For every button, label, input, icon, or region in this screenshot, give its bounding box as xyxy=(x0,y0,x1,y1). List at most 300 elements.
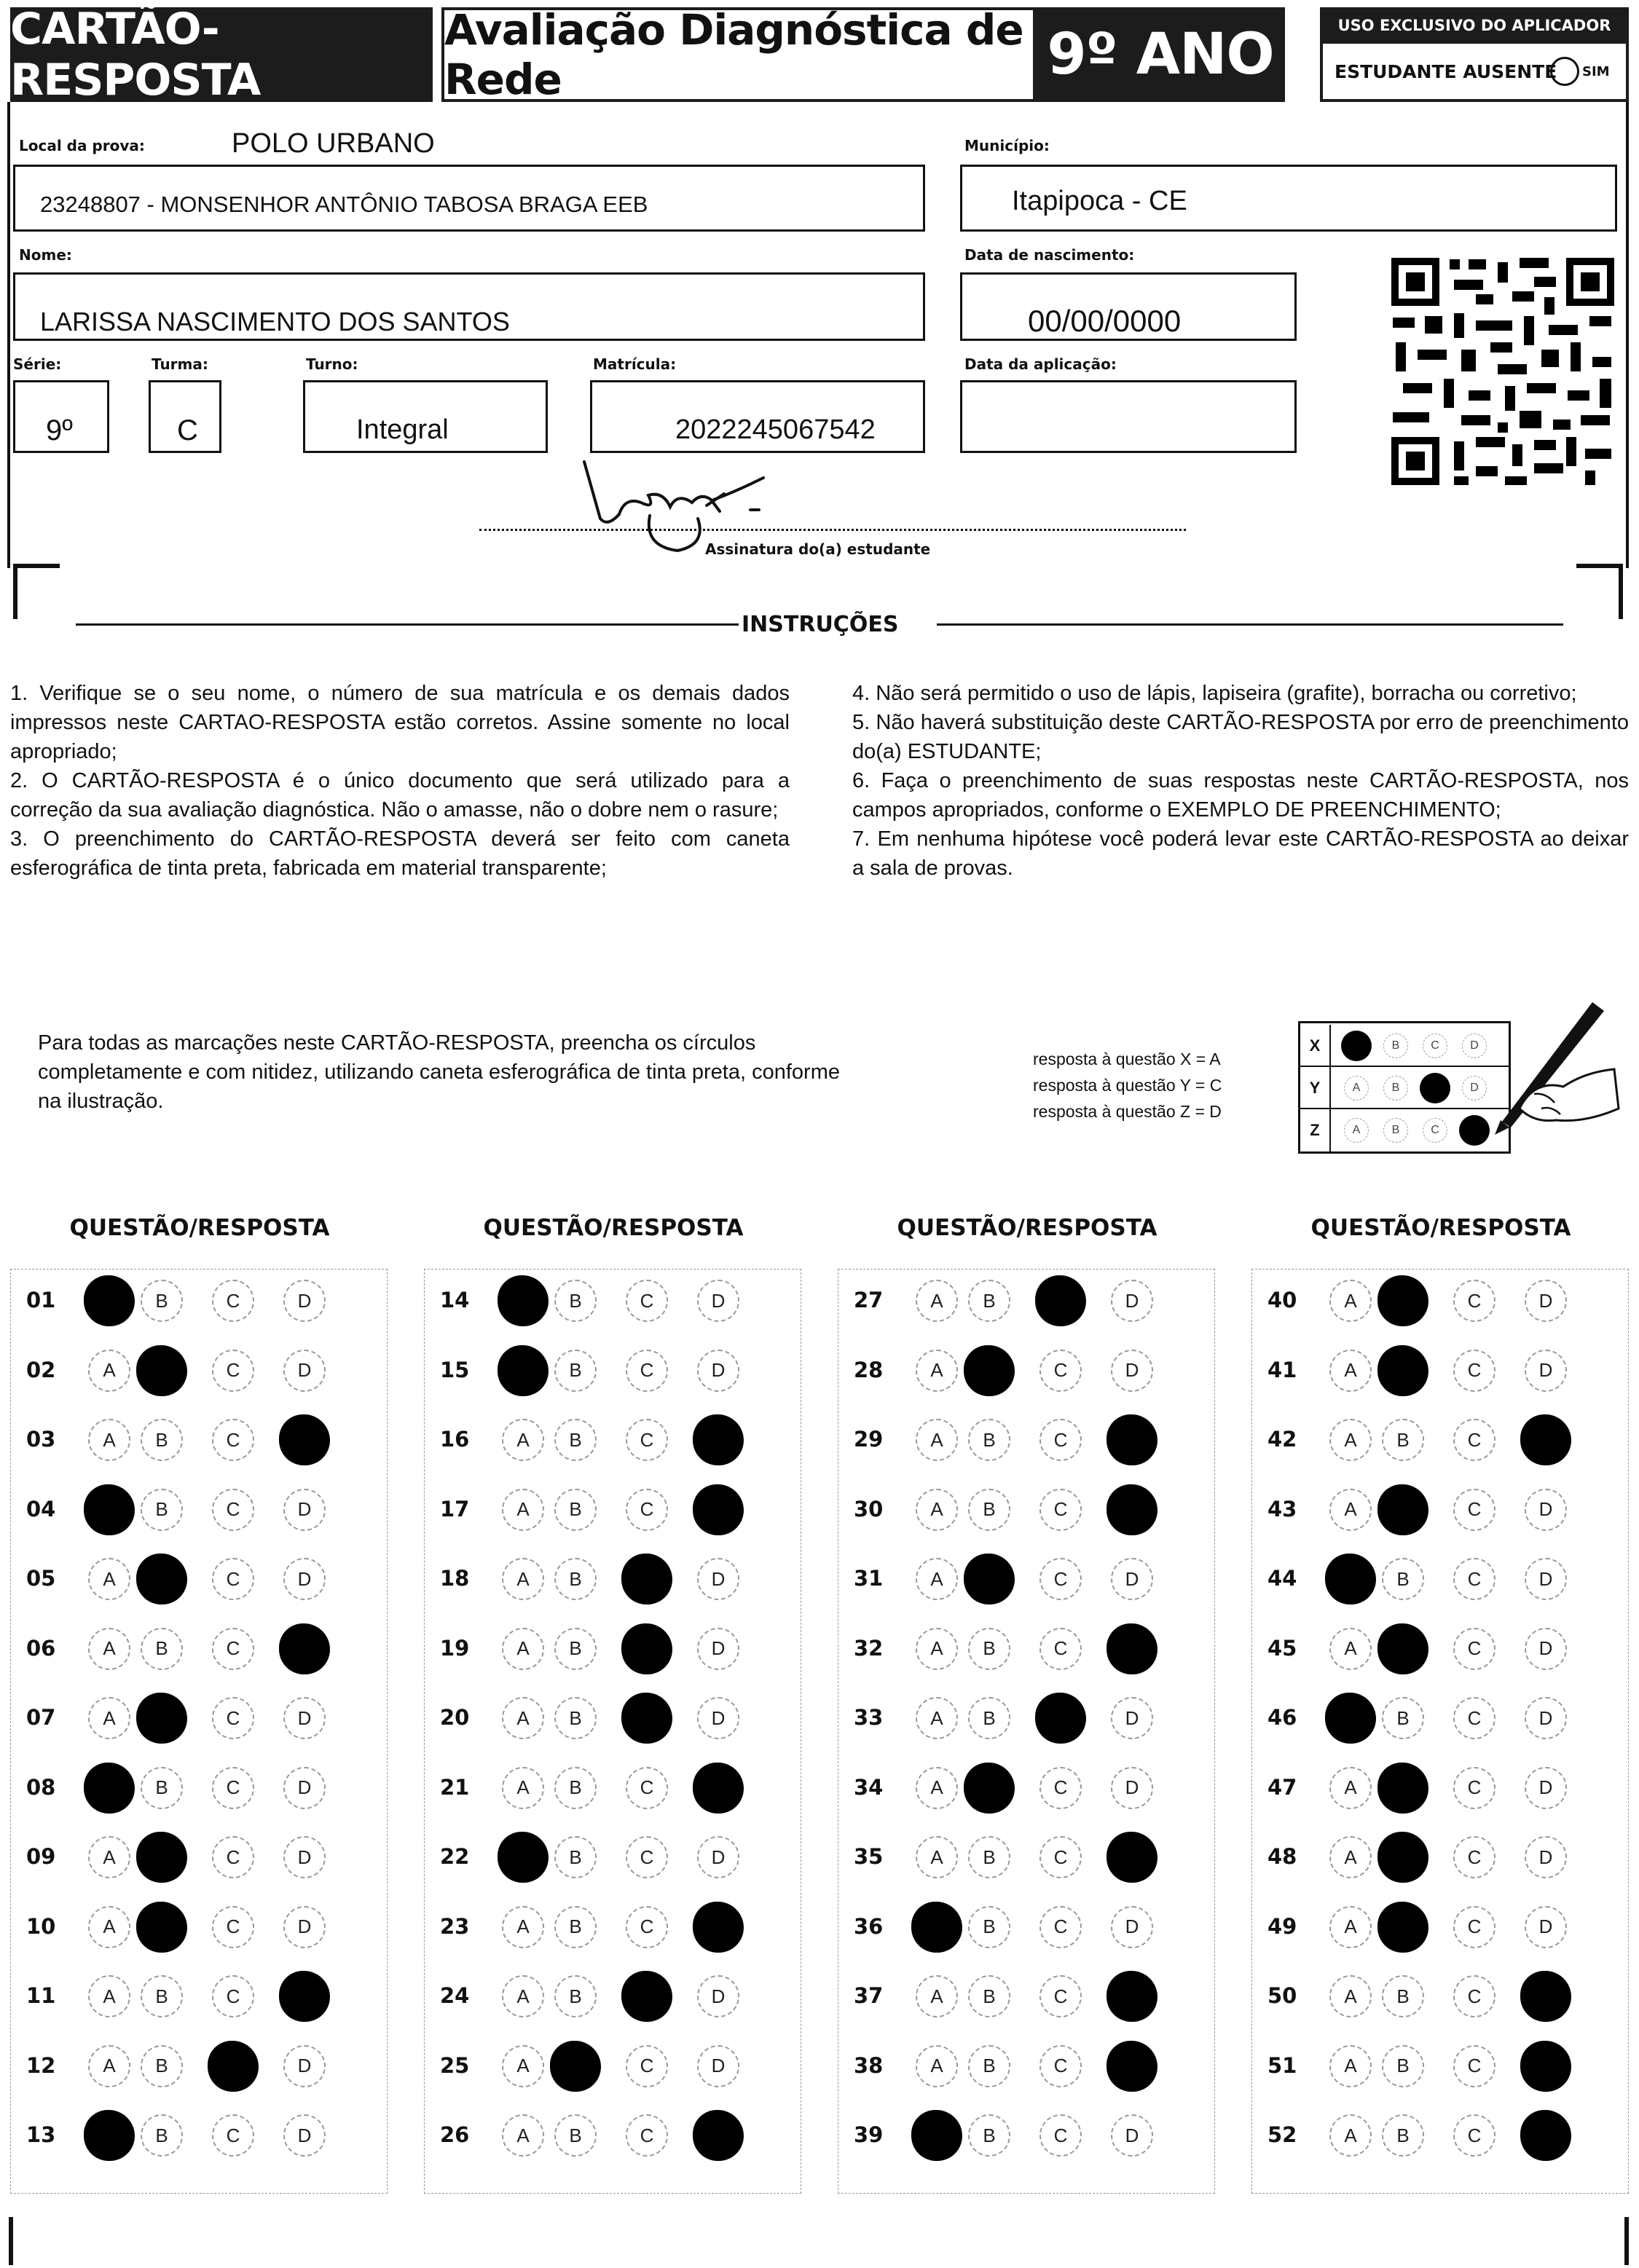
answer-bubble-c[interactable] xyxy=(1039,2045,1082,2087)
answer-bubble-d[interactable] xyxy=(1525,1350,1567,1392)
answer-bubble-c[interactable] xyxy=(626,1350,668,1392)
answer-bubble-a[interactable] xyxy=(502,1489,544,1531)
question-number: 11 xyxy=(26,1983,56,2008)
answer-bubble-d[interactable] xyxy=(283,2045,326,2087)
answer-bubble-a-marked[interactable] xyxy=(498,1345,549,1396)
answer-bubble-b[interactable] xyxy=(554,1975,597,2017)
bubble-letter: B xyxy=(983,1428,996,1451)
bubble-letter: C xyxy=(1053,1498,1068,1520)
answer-bubble-a-marked[interactable] xyxy=(498,1832,549,1883)
answer-bubble-a[interactable] xyxy=(916,1419,958,1461)
answer-bubble-c[interactable] xyxy=(1453,1489,1495,1531)
answer-bubble-d[interactable] xyxy=(283,1350,326,1392)
answer-bubble-a[interactable] xyxy=(916,2045,958,2087)
answer-bubble-c[interactable] xyxy=(212,2114,254,2157)
answer-column-3 xyxy=(838,1269,1215,2194)
bubble-letter: B xyxy=(1396,2055,1410,2076)
answer-bubble-c[interactable] xyxy=(626,2045,668,2087)
answer-bubble-c[interactable] xyxy=(212,1767,254,1809)
answer-bubble-a[interactable] xyxy=(502,1558,544,1600)
bubble-letter: C xyxy=(1053,1915,1068,1937)
answer-bubble-c[interactable] xyxy=(1453,1836,1495,1878)
bubble-letter: C xyxy=(1053,1846,1068,1868)
question-number: 37 xyxy=(854,1983,884,2008)
answer-bubble-a[interactable] xyxy=(502,1697,544,1739)
answer-bubble-c[interactable] xyxy=(1453,1419,1495,1461)
answer-bubble-a[interactable] xyxy=(916,1628,958,1670)
answer-bubble-c[interactable] xyxy=(1039,1489,1082,1531)
answer-bubble-c[interactable] xyxy=(626,1280,668,1322)
instructions-title: INSTRUÇÕES xyxy=(742,612,899,637)
bubble-letter: C xyxy=(1467,1985,1482,2007)
bubble-letter: B xyxy=(155,2055,168,2076)
answer-bubble-a[interactable] xyxy=(88,1558,130,1600)
answer-bubble-c[interactable] xyxy=(212,1558,254,1600)
answer-bubble-d[interactable] xyxy=(1525,1489,1567,1531)
answer-bubble-d-marked[interactable] xyxy=(693,1763,744,1814)
bubble-letter: C xyxy=(1467,1706,1482,1729)
absent-checkbox[interactable] xyxy=(1550,57,1579,86)
answer-bubble-a-marked[interactable] xyxy=(84,2110,135,2161)
answer-bubble-c[interactable] xyxy=(626,1419,668,1461)
answer-bubble-b-marked[interactable] xyxy=(964,1345,1015,1396)
answer-bubble-a[interactable] xyxy=(1329,2045,1372,2087)
bubble-letter: D xyxy=(1125,1915,1139,1937)
answer-bubble-d-marked[interactable] xyxy=(1520,2110,1571,2161)
answer-bubble-d-marked[interactable] xyxy=(1107,1832,1157,1883)
answer-bubble-d[interactable] xyxy=(697,1280,739,1322)
answer-bubble-d[interactable] xyxy=(1525,1558,1567,1600)
example-question-label: X xyxy=(1300,1025,1331,1067)
answer-bubble-b-marked[interactable] xyxy=(1377,1623,1428,1674)
answer-bubble-c[interactable] xyxy=(1039,1906,1082,1948)
answer-bubble-b-marked[interactable] xyxy=(550,2041,601,2092)
answer-bubble-b[interactable] xyxy=(554,1350,597,1392)
answer-bubble-b[interactable] xyxy=(141,1489,183,1531)
answer-bubble-b[interactable] xyxy=(1382,2045,1424,2087)
answer-bubble-d[interactable] xyxy=(283,1836,326,1878)
bubble-letter: C xyxy=(1053,1637,1068,1659)
answer-bubble-a[interactable] xyxy=(916,1558,958,1600)
answer-bubble-b[interactable] xyxy=(968,2114,1010,2157)
answer-bubble-b[interactable] xyxy=(1382,1975,1424,2017)
answer-bubble-d[interactable] xyxy=(1111,1558,1153,1600)
bubble-letter: A xyxy=(1344,1985,1357,2007)
answer-bubble-b[interactable] xyxy=(554,1906,597,1948)
answer-bubble-a-marked[interactable] xyxy=(84,1763,135,1814)
question-number: 19 xyxy=(440,1635,470,1661)
bubble-letter: B xyxy=(569,1776,582,1798)
question-number: 13 xyxy=(26,2122,56,2147)
answer-bubble-a[interactable] xyxy=(502,1767,544,1809)
answer-bubble-d[interactable] xyxy=(1525,1280,1567,1322)
answer-bubble-b[interactable] xyxy=(968,1489,1010,1531)
answer-bubble-d[interactable] xyxy=(283,1280,326,1322)
bubble-letter: A xyxy=(930,1776,943,1798)
answer-bubble-c[interactable] xyxy=(212,1836,254,1878)
answer-bubble-a[interactable] xyxy=(502,1628,544,1670)
serie-field xyxy=(13,380,109,453)
bubble-letter: B xyxy=(983,2055,996,2076)
answer-bubble-d[interactable] xyxy=(283,1558,326,1600)
answer-bubble-b[interactable] xyxy=(141,1767,183,1809)
answer-bubble-c-marked[interactable] xyxy=(621,1623,672,1674)
answer-bubble-b[interactable] xyxy=(141,1419,183,1461)
answer-bubble-d[interactable] xyxy=(1525,1767,1567,1809)
answer-bubble-c[interactable] xyxy=(1453,1975,1495,2017)
example-bubble-d: D xyxy=(1462,1076,1487,1100)
bubble-letter: D xyxy=(1538,1846,1553,1868)
answer-bubble-b-marked[interactable] xyxy=(1377,1902,1428,1953)
fill-instruction: Para todas as marcações neste CARTÃO-RESPOSTA, preencha os círculos completamente e com nitidez, utilizando caneta esferográfica de tinta preta, conforme na ilustração. xyxy=(38,1031,840,1113)
answer-bubble-a[interactable] xyxy=(1329,1350,1372,1392)
answer-bubble-d[interactable] xyxy=(1525,1697,1567,1739)
answer-bubble-c[interactable] xyxy=(212,1906,254,1948)
answer-bubble-b[interactable] xyxy=(968,1628,1010,1670)
answer-bubble-a[interactable] xyxy=(88,1975,130,2017)
answer-bubble-a[interactable] xyxy=(916,1280,958,1322)
answer-bubble-c[interactable] xyxy=(212,1489,254,1531)
answer-bubble-a-marked[interactable] xyxy=(911,1902,962,1953)
answer-bubble-a[interactable] xyxy=(916,1697,958,1739)
answer-bubble-d[interactable] xyxy=(697,2045,739,2087)
answer-bubble-c[interactable] xyxy=(1039,1350,1082,1392)
answer-bubble-a[interactable] xyxy=(1329,1628,1372,1670)
answer-bubble-c[interactable] xyxy=(1039,1836,1082,1878)
question-number: 43 xyxy=(1267,1496,1297,1521)
answer-bubble-d-marked[interactable] xyxy=(1520,1971,1571,2022)
bubble-letter: B xyxy=(983,1985,996,2007)
answer-bubble-a[interactable] xyxy=(502,1906,544,1948)
bubble-letter: A xyxy=(1344,2124,1357,2146)
question-number: 01 xyxy=(26,1288,56,1312)
answer-bubble-a[interactable] xyxy=(88,1697,130,1739)
answer-bubble-c[interactable] xyxy=(1453,2114,1495,2157)
bubble-letter: D xyxy=(297,1915,312,1937)
exam-title-text: Avaliação Diagnóstica de Rede xyxy=(444,5,1023,104)
answer-bubble-d[interactable] xyxy=(283,1697,326,1739)
bubble-letter: A xyxy=(103,1567,116,1590)
answer-bubble-a[interactable] xyxy=(916,1767,958,1809)
answer-bubble-a[interactable] xyxy=(1329,1419,1372,1461)
question-number: 31 xyxy=(854,1566,884,1591)
bubble-letter: B xyxy=(155,1776,168,1798)
answer-bubble-a[interactable] xyxy=(502,2114,544,2157)
answer-bubble-c-marked[interactable] xyxy=(1035,1275,1086,1326)
question-number: 34 xyxy=(854,1774,884,1800)
question-number: 35 xyxy=(854,1844,884,1869)
answer-bubble-c[interactable] xyxy=(212,1419,254,1461)
bubble-letter: D xyxy=(711,1706,726,1729)
answer-bubble-a[interactable] xyxy=(502,1419,544,1461)
answer-bubble-b[interactable] xyxy=(554,1419,597,1461)
answer-bubble-d[interactable] xyxy=(697,1558,739,1600)
answer-bubble-b[interactable] xyxy=(554,1280,597,1322)
bubble-letter: A xyxy=(516,1706,530,1729)
answer-bubble-b[interactable] xyxy=(141,1628,183,1670)
answer-bubble-d[interactable] xyxy=(1525,1836,1567,1878)
answer-bubble-a[interactable] xyxy=(88,1419,130,1461)
answer-bubble-d-marked[interactable] xyxy=(1107,1484,1157,1535)
answer-bubble-b-marked[interactable] xyxy=(136,1902,187,1953)
card-title-text: CARTÃO-RESPOSTA xyxy=(10,4,261,106)
answer-bubble-d[interactable] xyxy=(697,1975,739,2017)
answer-bubble-a-marked[interactable] xyxy=(84,1275,135,1326)
answer-bubble-b[interactable] xyxy=(554,1628,597,1670)
answer-bubble-a[interactable] xyxy=(502,1975,544,2017)
question-number: 15 xyxy=(440,1357,470,1382)
answer-bubble-c-marked[interactable] xyxy=(208,2041,259,2092)
answer-bubble-c-marked[interactable] xyxy=(1035,1693,1086,1744)
answer-bubble-b[interactable] xyxy=(554,1697,597,1739)
answer-bubble-c-marked[interactable] xyxy=(621,1554,672,1604)
answer-bubble-b-marked[interactable] xyxy=(1377,1763,1428,1814)
bubble-letter: D xyxy=(1538,1567,1553,1590)
answer-bubble-c[interactable] xyxy=(212,1697,254,1739)
answer-bubble-c[interactable] xyxy=(1039,1419,1082,1461)
bubble-letter: B xyxy=(155,1428,168,1451)
answer-bubble-d-marked[interactable] xyxy=(1520,2041,1571,2092)
answer-bubble-c-marked[interactable] xyxy=(621,1693,672,1744)
answer-bubble-d-marked[interactable] xyxy=(279,1414,330,1465)
answer-bubble-d[interactable] xyxy=(1111,1280,1153,1322)
answer-bubble-a-marked[interactable] xyxy=(498,1275,549,1326)
answer-bubble-b[interactable] xyxy=(968,1975,1010,2017)
answer-bubble-c[interactable] xyxy=(626,1767,668,1809)
answer-bubble-b[interactable] xyxy=(554,1767,597,1809)
answer-bubble-d[interactable] xyxy=(283,2114,326,2157)
answer-bubble-d-marked[interactable] xyxy=(693,1484,744,1535)
card-title xyxy=(10,4,433,106)
answer-bubble-b[interactable] xyxy=(968,1697,1010,1739)
answer-bubble-a-marked[interactable] xyxy=(84,1484,135,1535)
school-field xyxy=(13,165,925,232)
answer-bubble-a[interactable] xyxy=(88,2045,130,2087)
answer-bubble-c[interactable] xyxy=(1039,2114,1082,2157)
answer-bubble-b[interactable] xyxy=(554,1558,597,1600)
answer-bubble-d-marked[interactable] xyxy=(693,1902,744,1953)
question-number: 16 xyxy=(440,1427,470,1452)
answer-bubble-b[interactable] xyxy=(1382,2114,1424,2157)
answer-bubble-a[interactable] xyxy=(1329,2114,1372,2157)
answer-bubble-c[interactable] xyxy=(1453,1906,1495,1948)
answer-bubble-d[interactable] xyxy=(1111,1697,1153,1739)
answer-bubble-c[interactable] xyxy=(1453,1280,1495,1322)
answer-bubble-c[interactable] xyxy=(1453,1628,1495,1670)
question-number: 10 xyxy=(26,1913,56,1939)
bubble-letter: B xyxy=(1396,1428,1410,1451)
answer-bubble-d[interactable] xyxy=(697,1836,739,1878)
bubble-letter: B xyxy=(1396,1985,1410,2007)
instruction-4: 4. Não será permitido o uso de lápis, lapiseira (grafite), borracha ou corretivo; xyxy=(852,682,1577,705)
bubble-letter: D xyxy=(1538,1289,1553,1312)
answer-bubble-a-marked[interactable] xyxy=(1325,1554,1376,1604)
answer-bubble-b[interactable] xyxy=(968,1280,1010,1322)
answer-bubble-c[interactable] xyxy=(212,1975,254,2017)
answer-bubble-a[interactable] xyxy=(1329,1280,1372,1322)
answer-bubble-a[interactable] xyxy=(1329,1767,1372,1809)
answer-bubble-d[interactable] xyxy=(1111,2114,1153,2157)
bubble-letter: A xyxy=(930,1985,943,2007)
answer-bubble-a[interactable] xyxy=(88,1906,130,1948)
answer-bubble-b[interactable] xyxy=(554,2114,597,2157)
bubble-letter: C xyxy=(226,1915,240,1937)
example-bubble-d: D xyxy=(1462,1033,1487,1058)
bubble-letter: C xyxy=(1467,1498,1482,1520)
answer-bubble-d[interactable] xyxy=(1525,1906,1567,1948)
answer-bubble-b-marked[interactable] xyxy=(136,1832,187,1883)
answer-bubble-d-marked[interactable] xyxy=(279,1971,330,2022)
answer-bubble-b[interactable] xyxy=(968,1906,1010,1948)
answer-bubble-c[interactable] xyxy=(1039,1975,1082,2017)
instruction-1: 1. Verifique se o seu nome, o número de sua matrícula e os demais dados impressos neste CARTAO-RESPOSTA estão corretos. Assine somente no local apropriado; xyxy=(10,682,790,763)
answer-bubble-a-marked[interactable] xyxy=(1325,1693,1376,1744)
answer-bubble-d[interactable] xyxy=(697,1628,739,1670)
answer-bubble-c[interactable] xyxy=(1039,1767,1082,1809)
answer-bubble-a[interactable] xyxy=(916,1975,958,2017)
answer-bubble-a[interactable] xyxy=(88,1836,130,1878)
answer-bubble-c[interactable] xyxy=(626,2114,668,2157)
answer-bubble-d-marked[interactable] xyxy=(1520,1414,1571,1465)
bubble-letter: B xyxy=(155,1985,168,2007)
answer-column-2 xyxy=(424,1269,801,2194)
answer-bubble-b[interactable] xyxy=(141,2114,183,2157)
answer-bubble-b-marked[interactable] xyxy=(136,1693,187,1744)
answer-bubble-b[interactable] xyxy=(968,1836,1010,1878)
bubble-letter: A xyxy=(516,2124,530,2146)
bubble-letter: C xyxy=(226,1359,240,1381)
matricula-label: Matrícula: xyxy=(593,355,677,373)
answer-bubble-b[interactable] xyxy=(141,2045,183,2087)
question-number: 40 xyxy=(1267,1288,1297,1312)
example-bubble-b: B xyxy=(1383,1033,1408,1058)
answer-bubble-b[interactable] xyxy=(1382,1558,1424,1600)
answer-bubble-d[interactable] xyxy=(697,1350,739,1392)
answer-bubble-a[interactable] xyxy=(916,1350,958,1392)
answer-bubble-a[interactable] xyxy=(1329,1489,1372,1531)
answer-bubble-a[interactable] xyxy=(502,2045,544,2087)
answer-bubble-b-marked[interactable] xyxy=(964,1554,1015,1604)
answer-bubble-b-marked[interactable] xyxy=(136,1345,187,1396)
answer-bubble-b[interactable] xyxy=(141,1280,183,1322)
answer-bubble-b[interactable] xyxy=(554,1836,597,1878)
bubble-letter: C xyxy=(1467,1359,1482,1381)
answer-bubble-a[interactable] xyxy=(88,1350,130,1392)
question-number: 27 xyxy=(854,1288,884,1312)
answer-bubble-c[interactable] xyxy=(1453,1767,1495,1809)
answer-bubble-d-marked[interactable] xyxy=(693,2110,744,2161)
bubble-letter: C xyxy=(226,1428,240,1451)
answer-bubble-d[interactable] xyxy=(1111,1350,1153,1392)
answer-bubble-c[interactable] xyxy=(1453,1697,1495,1739)
answer-bubble-b-marked[interactable] xyxy=(1377,1345,1428,1396)
answer-bubble-c[interactable] xyxy=(212,1628,254,1670)
answer-bubble-d[interactable] xyxy=(1525,1628,1567,1670)
bubble-letter: A xyxy=(930,1498,943,1520)
answer-bubble-b[interactable] xyxy=(141,1975,183,2017)
instructions-right xyxy=(852,679,1629,883)
bubble-letter: D xyxy=(711,1567,726,1590)
answer-bubble-c[interactable] xyxy=(1453,1558,1495,1600)
answer-bubble-a[interactable] xyxy=(916,1836,958,1878)
answer-bubble-b[interactable] xyxy=(968,1419,1010,1461)
bubble-letter: B xyxy=(983,1706,996,1729)
bubble-letter: B xyxy=(569,1359,582,1381)
answer-bubble-d[interactable] xyxy=(283,1489,326,1531)
answer-bubble-d[interactable] xyxy=(1111,1767,1153,1809)
answer-bubble-b[interactable] xyxy=(1382,1697,1424,1739)
answer-bubble-c[interactable] xyxy=(1039,1558,1082,1600)
answer-bubble-a[interactable] xyxy=(88,1628,130,1670)
answer-bubble-d-marked[interactable] xyxy=(1107,1623,1157,1674)
question-number: 18 xyxy=(440,1566,470,1591)
answer-bubble-a-marked[interactable] xyxy=(911,2110,962,2161)
answer-bubble-d-marked[interactable] xyxy=(279,1623,330,1674)
answer-bubble-b-marked[interactable] xyxy=(1377,1832,1428,1883)
answer-bubble-b-marked[interactable] xyxy=(964,1763,1015,1814)
answer-bubble-d-marked[interactable] xyxy=(693,1414,744,1465)
answer-bubble-c[interactable] xyxy=(626,1906,668,1948)
answer-bubble-a[interactable] xyxy=(1329,1836,1372,1878)
bubble-letter: C xyxy=(226,1776,240,1798)
answer-bubble-a[interactable] xyxy=(1329,1975,1372,2017)
answer-bubble-c[interactable] xyxy=(1039,1628,1082,1670)
bubble-letter: A xyxy=(103,1428,116,1451)
answer-bubble-b-marked[interactable] xyxy=(1377,1484,1428,1535)
answer-bubble-b[interactable] xyxy=(968,2045,1010,2087)
bubble-letter: D xyxy=(711,1359,726,1381)
example-legend-z: resposta à questão Z = D xyxy=(1033,1102,1222,1121)
grade-title-text: 9º ANO xyxy=(1047,22,1274,87)
bubble-letter: C xyxy=(1053,1776,1068,1798)
answer-bubble-b-marked[interactable] xyxy=(1377,1275,1428,1326)
answer-bubble-b[interactable] xyxy=(1382,1419,1424,1461)
example-legend xyxy=(1033,1046,1222,1125)
answer-bubble-b-marked[interactable] xyxy=(136,1554,187,1604)
answer-bubble-d-marked[interactable] xyxy=(1107,2041,1157,2092)
turno-label: Turno: xyxy=(306,355,358,373)
bubble-letter: D xyxy=(1125,1706,1139,1729)
bubble-letter: A xyxy=(1344,1428,1357,1451)
answer-bubble-b[interactable] xyxy=(554,1489,597,1531)
answer-bubble-c[interactable] xyxy=(212,1350,254,1392)
aplicacao-field[interactable] xyxy=(960,380,1297,453)
answer-bubble-c[interactable] xyxy=(626,1836,668,1878)
answer-bubble-c[interactable] xyxy=(1453,2045,1495,2087)
absent-option: SIM xyxy=(1582,64,1610,79)
answer-bubble-c[interactable] xyxy=(1453,1350,1495,1392)
answer-bubble-d[interactable] xyxy=(283,1906,326,1948)
answer-bubble-a[interactable] xyxy=(916,1489,958,1531)
nascimento-label: Data de nascimento: xyxy=(964,246,1135,264)
answer-bubble-c[interactable] xyxy=(212,1280,254,1322)
answer-bubble-d[interactable] xyxy=(697,1697,739,1739)
answer-bubble-a[interactable] xyxy=(1329,1906,1372,1948)
answer-bubble-c[interactable] xyxy=(626,1489,668,1531)
nome-value: LARISSA NASCIMENTO DOS SANTOS xyxy=(40,307,510,336)
question-number: 05 xyxy=(26,1566,56,1591)
answer-bubble-c-marked[interactable] xyxy=(621,1971,672,2022)
question-number: 02 xyxy=(26,1357,56,1382)
answer-bubble-d[interactable] xyxy=(283,1767,326,1809)
question-number: 44 xyxy=(1267,1566,1297,1591)
question-number: 06 xyxy=(26,1635,56,1661)
answer-bubble-d-marked[interactable] xyxy=(1107,1971,1157,2022)
bubble-letter: A xyxy=(1344,1915,1357,1937)
bubble-letter: A xyxy=(516,1776,530,1798)
answer-bubble-d[interactable] xyxy=(1111,1906,1153,1948)
answer-bubble-d-marked[interactable] xyxy=(1107,1414,1157,1465)
